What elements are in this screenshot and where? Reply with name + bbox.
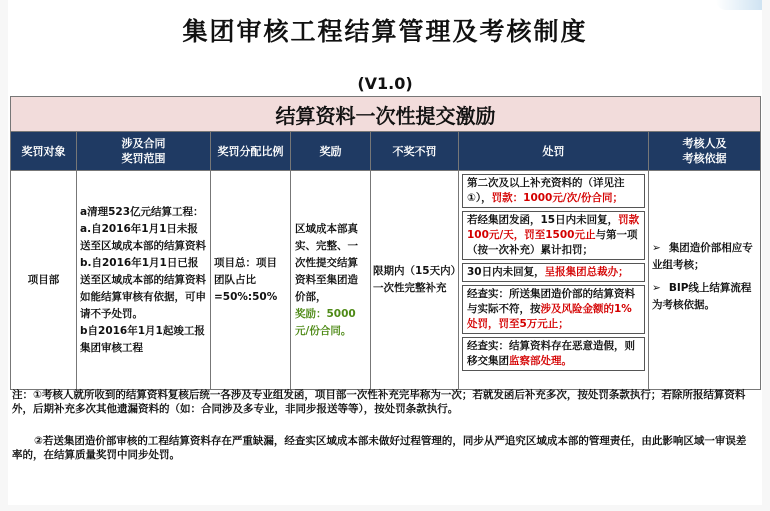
- assess-item: [652, 280, 757, 314]
- assess-text: BIP线上结算流程为考核依据。: [652, 282, 752, 311]
- cell-reward: [291, 171, 371, 390]
- penalty-text: 经查实：所送集团造价部的结算资料与实际不符，按: [467, 288, 635, 315]
- arrow-bullet-icon: ➢: [652, 282, 661, 294]
- corner-decoration: [716, 0, 762, 10]
- header-scope-line1: 涉及合同: [121, 137, 166, 150]
- header-scope: [77, 132, 211, 171]
- header-assess-line1: 考核人及: [682, 137, 727, 150]
- penalty-red: 罚款：1000元/次/份合同；: [491, 192, 624, 204]
- slide: [8, 0, 762, 505]
- penalty-red: 呈报集团总裁办；: [544, 266, 629, 278]
- cell-penalty: [459, 171, 649, 390]
- cell-ratio: 项目总：项目团队占比=50%:50%: [211, 171, 291, 390]
- header-target: 奖罚对象: [11, 132, 77, 171]
- assess-item: [652, 240, 757, 274]
- penalty-text: 30日内未回复，: [467, 266, 545, 278]
- header-ratio: 奖罚分配比例: [211, 132, 291, 171]
- scope-line: a清理523亿元结算工程：: [80, 205, 204, 218]
- header-scope-line2: 奖罚范围: [121, 152, 166, 165]
- header-reward: 奖励: [291, 132, 371, 171]
- page-title: 集团审核工程结算管理及考核制度: [182, 17, 588, 46]
- scope-line: b自2016年1月1起竣工报集团审核工程: [80, 324, 205, 354]
- penalty-item: [462, 174, 645, 208]
- cell-assess: [649, 171, 761, 390]
- header-noreward: 不奖不罚: [371, 132, 459, 171]
- header-penalty: 处罚: [459, 132, 649, 171]
- table-banner: 结算资料一次性提交激励: [11, 97, 761, 132]
- penalty-text: 经查实：结算资料存在恶意造假，则移交集团: [467, 340, 635, 367]
- reward-text: 区域成本部真实、完整、一次性提交结算资料至集团造价部，: [295, 222, 358, 303]
- scope-line: b.自2016年1月1日已报送至区域成本部的结算资料如能结算审核有依据，可申请不予处罚。: [80, 256, 206, 320]
- footnote-1: 注：①考核人就所收到的结算资料复核后统一各涉及专业组发函，项目部一次性补充完毕称为一次；若就发函后补充多次，按处罚条款执行；若除所报结算资料外，后期补充多次其他遗漏资料的（如：合同涉及多专业，非同步报送等等），按处罚条款执行。: [12, 389, 746, 415]
- header-assess-line2: 考核依据: [682, 152, 727, 165]
- scope-line: a.自2016年1月1日未报送至区域成本部的结算资料: [80, 222, 206, 252]
- arrow-bullet-icon: ➢: [652, 242, 661, 254]
- penalty-text: 第二次及以上补充资料的（详见注①），: [467, 177, 625, 204]
- cell-noreward: 限期内（15天内）一次性完整补充: [371, 171, 459, 390]
- penalty-item: [462, 285, 645, 334]
- version-label: (V1.0): [357, 74, 413, 93]
- incentive-table: [10, 96, 761, 390]
- assess-text: 集团造价部相应专业组考核；: [652, 242, 753, 271]
- penalty-text: 若经集团发函，15日内未回复，: [467, 214, 619, 226]
- penalty-red: 监察部处理。: [509, 355, 572, 367]
- cell-target: 项目部: [11, 171, 77, 390]
- cell-scope: [77, 171, 211, 390]
- penalty-red: 罚款100元/天，罚至1500元止: [467, 214, 640, 241]
- penalty-red: 涉及风险金额的1%处罚，罚至5万元止；: [467, 303, 632, 330]
- penalty-item: [462, 211, 645, 260]
- penalty-text-after: 与第一项（按一次补充）累计扣罚；: [467, 229, 638, 256]
- reward-amount: 奖励：5000元/份合同。: [295, 307, 356, 337]
- header-assess: [649, 132, 761, 171]
- penalty-item: [462, 337, 645, 371]
- footnote-2: ②若送集团造价部审核的工程结算资料存在严重缺漏，经查实区域成本部未做好过程管理的，同步从严追究区域成本部的管理责任，由此影响区域一审误差率的，在结算质量奖罚中同步处罚。: [12, 435, 747, 461]
- penalty-item: [462, 263, 645, 282]
